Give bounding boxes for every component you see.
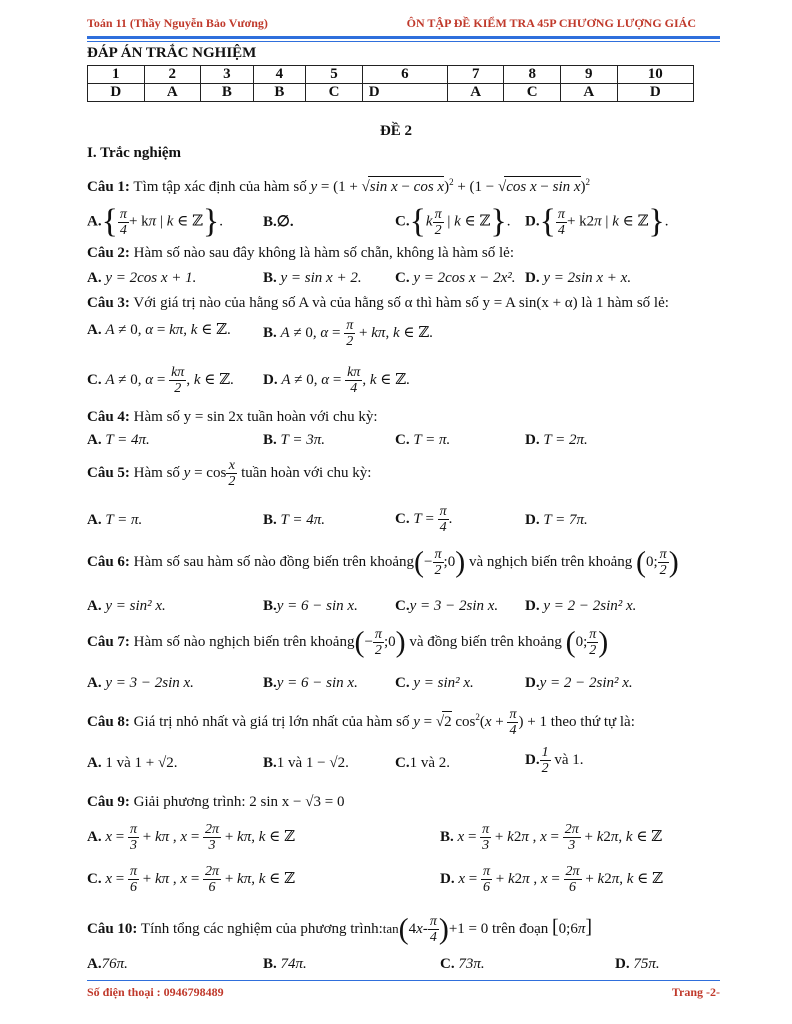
q9-option-c[interactable]: C. x = $\frac{\pi}{6}$ + kπ , x = $\frac{2\pi}{6}$ + kπ, k ∈ ℤ xyxy=(87,864,295,895)
answer-table xyxy=(87,65,694,102)
q6-option-d[interactable]: D. y = 2 − 2sin² x. xyxy=(525,598,637,614)
q8-option-d[interactable]: D. $\frac{1}{2}$ và 1. xyxy=(525,745,584,776)
answer-letter: D xyxy=(362,84,447,102)
answer-letter: B xyxy=(201,84,254,102)
q1-option-a[interactable]: A.{ $\frac{\pi}{4}$ + kπ | k ∈ ℤ}. xyxy=(87,203,223,240)
answer-number: 3 xyxy=(201,66,254,84)
question-2: Câu 2: Hàm số nào sau đây không là hàm số chẵn, không là hàm số lẻ: xyxy=(87,245,515,261)
q2-option-b[interactable]: B. y = sin x + 2. xyxy=(263,270,362,286)
question-9: Câu 9: Giải phương trình: 2 sin x − √3 = 0 xyxy=(87,794,345,810)
q2-option-a[interactable]: A. y = 2cos x + 1. xyxy=(87,270,197,286)
q2-option-d[interactable]: D. y = 2sin x + x. xyxy=(525,270,632,286)
q6-option-a[interactable]: A. y = sin² x. xyxy=(87,598,166,614)
answer-section-title: ĐÁP ÁN TRẮC NGHIỆM xyxy=(87,45,257,61)
answer-letter: A xyxy=(447,84,504,102)
q4-option-b[interactable]: B. T = 3π. xyxy=(263,432,325,448)
answer-numbers-row xyxy=(88,66,694,84)
question-4: Câu 4: Hàm số y = sin 2x tuần hoàn với chu kỳ: xyxy=(87,409,378,425)
question-7: Câu 7: Hàm số nào nghịch biến trên khoảng(− $\frac{\pi}{2}$ ;0) và đồng biến trên khoảng (0; $\frac{\pi}{2}$ ) xyxy=(87,625,609,659)
question-3: Câu 3: Với giá trị nào của hằng số A và của hằng số α thì hàm số y = A sin(x + α) là 1 hàm số lẻ: xyxy=(87,295,669,311)
answer-number: 6 xyxy=(362,66,447,84)
question-10: Câu 10: Tính tổng các nghiệm của phương trình:tan(4x- $\frac{\pi}{4}$ )+1 = 0 trên đoạn [0;6π] xyxy=(87,912,593,946)
q1-option-c[interactable]: C.{k $\frac{\pi}{2}$ | k ∈ ℤ}. xyxy=(395,203,511,240)
answer-number: 2 xyxy=(144,66,201,84)
answer-letter: A xyxy=(560,84,617,102)
q9-option-b[interactable]: B. x = $\frac{\pi}{3}$ + k2π , x = $\frac{2\pi}{3}$ + k2π, k ∈ ℤ xyxy=(440,822,663,853)
answer-number: 4 xyxy=(253,66,306,84)
q2-option-c[interactable]: C. y = 2cos x − 2x². xyxy=(395,270,516,286)
header-rule-thin xyxy=(87,41,720,42)
footer-page: Trang -2- xyxy=(671,985,720,999)
answer-number: 1 xyxy=(88,66,145,84)
q1-option-b[interactable]: B.∅. xyxy=(263,214,294,230)
q9-option-d[interactable]: D. x = $\frac{\pi}{6}$ + k2π , x = $\frac{2\pi}{6}$ + k2π, k ∈ ℤ xyxy=(440,864,663,895)
q10-option-d[interactable]: D. 75π. xyxy=(615,956,660,972)
q8-option-c[interactable]: C.1 và 2. xyxy=(395,755,451,771)
q5-option-a[interactable]: A. T = π. xyxy=(87,512,143,528)
answer-letter: C xyxy=(306,84,363,102)
header-rule xyxy=(87,36,720,39)
q7-option-d[interactable]: D.y = 2 − 2sin² x. xyxy=(525,675,633,691)
q4-option-d[interactable]: D. T = 2π. xyxy=(525,432,588,448)
q1-option-d[interactable]: D.{ $\frac{\pi}{4}$ + k2π | k ∈ ℤ}. xyxy=(525,203,669,240)
answer-letter: B xyxy=(253,84,306,102)
q6-option-b[interactable]: B.y = 6 − sin x. xyxy=(263,598,358,614)
q7-option-a[interactable]: A. y = 3 − 2sin x. xyxy=(87,675,194,691)
q4-option-c[interactable]: C. T = π. xyxy=(395,432,451,448)
q7-option-b[interactable]: B.y = 6 − sin x. xyxy=(263,675,358,691)
footer-rule xyxy=(87,980,720,981)
q3-option-d[interactable]: D. A ≠ 0, α = $\frac{k\pi}{4}$ , k ∈ ℤ. xyxy=(263,365,410,396)
q7-option-c[interactable]: C. y = sin² x. xyxy=(395,675,474,691)
question-6: Câu 6: Hàm số sau hàm số nào đồng biến trên khoảng(− $\frac{\pi}{2}$ ;0) và nghịch biến trên khoảng (0; $\frac{\pi}{2}$ ) xyxy=(87,545,679,579)
q1-formula: y = (1 + √sin x − cos x)$^2$ + (1 − √cos x − sin x)$^2$ xyxy=(310,177,591,195)
footer-phone: Số điện thoại : 0946798489 xyxy=(87,985,224,999)
q5-option-d[interactable]: D. T = 7π. xyxy=(525,512,588,528)
exam-title: ĐỀ 2 xyxy=(379,123,413,139)
question-1: Câu 1: Tìm tập xác định của hàm số y = (1 + √sin x − cos x)$^2$ + (1 − √cos x − sin x)$^2$ xyxy=(87,177,591,195)
answer-number: 5 xyxy=(306,66,363,84)
q10-option-b[interactable]: B. 74π. xyxy=(263,956,307,972)
answer-letter: A xyxy=(144,84,201,102)
question-8: Câu 8: Giá trị nhỏ nhất và giá trị lớn nhất của hàm số y = √2 $\cos^2(x$ + $\frac{\pi}{4}$ ) + 1 theo thứ tự là: xyxy=(87,707,635,739)
q8-option-a[interactable]: A. 1 và 1 + √2. xyxy=(87,755,178,771)
q3-option-b[interactable]: B. A ≠ 0, α = $\frac{\pi}{2}$ + kπ, k ∈ ℤ. xyxy=(263,318,433,349)
q3-option-a[interactable]: A. A ≠ 0, α = kπ, k ∈ ℤ. xyxy=(87,322,231,338)
answer-letter: C xyxy=(504,84,561,102)
answer-number: 9 xyxy=(560,66,617,84)
answer-number: 7 xyxy=(447,66,504,84)
q3-option-c[interactable]: C. A ≠ 0, α = $\frac{k\pi}{2}$ , k ∈ ℤ. xyxy=(87,365,234,396)
header-left: Toán 11 (Thầy Nguyễn Bảo Vương) xyxy=(87,16,268,30)
answer-letter: D xyxy=(88,84,145,102)
q9-option-a[interactable]: A. x = $\frac{\pi}{3}$ + kπ , x = $\frac{2\pi}{3}$ + kπ, k ∈ ℤ xyxy=(87,822,295,853)
q6-option-c[interactable]: C.y = 3 − 2sin x. xyxy=(395,598,499,614)
q5-option-b[interactable]: B. T = 4π. xyxy=(263,512,325,528)
answer-number: 8 xyxy=(504,66,561,84)
q8-option-b[interactable]: B.1 và 1 − √2. xyxy=(263,755,349,771)
answer-letter: D xyxy=(617,84,693,102)
answer-number: 10 xyxy=(617,66,693,84)
question-5: Câu 5: Hàm số y = cos $\frac{x}{2}$ tuần hoàn với chu kỳ: xyxy=(87,458,372,489)
q10-option-a[interactable]: A.76π. xyxy=(87,956,128,972)
q4-option-a[interactable]: A. T = 4π. xyxy=(87,432,150,448)
q10-option-c[interactable]: C. 73π. xyxy=(440,956,485,972)
answer-letters-row xyxy=(88,84,694,102)
q5-option-c[interactable]: C. T = $\frac{\pi}{4}$ . xyxy=(395,504,453,535)
header-right: ÔN TẬP ĐỀ KIỂM TRA 45P CHƯƠNG LƯỢNG GIÁC xyxy=(406,16,696,30)
part-title: I. Trắc nghiệm xyxy=(87,145,182,161)
